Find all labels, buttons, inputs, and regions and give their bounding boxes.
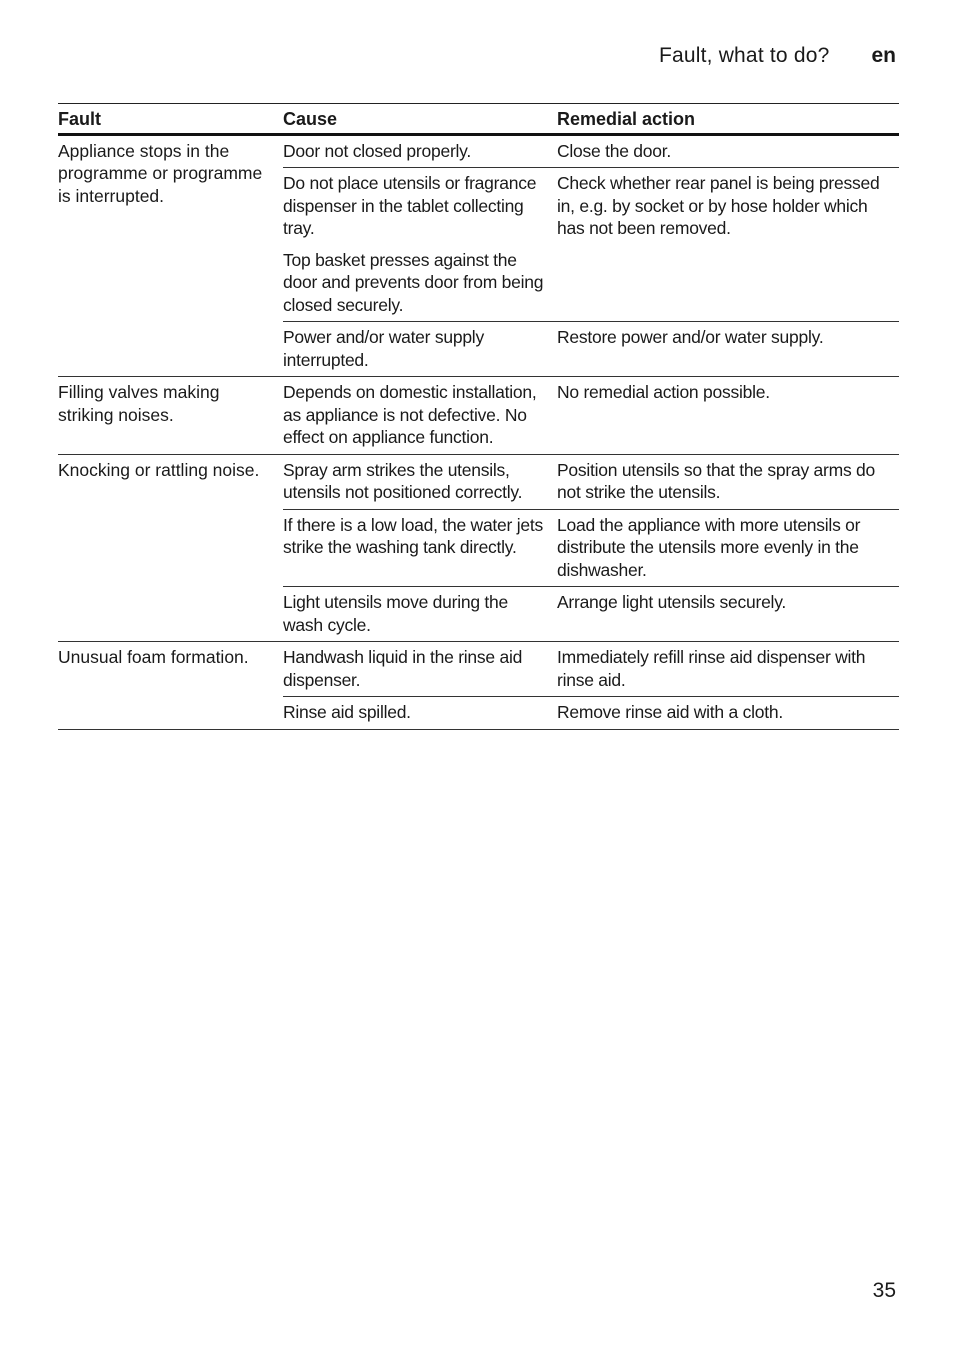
cause-cell (283, 168, 557, 245)
action-cell (557, 377, 899, 455)
action-text: Restore power and/or water supply. (557, 327, 824, 347)
action-cell (557, 587, 899, 642)
action-cell (557, 454, 899, 509)
cause-text: Door not closed properly. (283, 140, 471, 161)
cause-text: Power and/or water supply interrupted. (283, 327, 484, 370)
cause-text: Top basket presses against the door and prevents door from being closed securely. (283, 249, 544, 315)
action-text: Check whether rear panel is being pressed in, e.g. by socket or by hose holder which has not been removed. (557, 173, 880, 238)
cause-text: Light utensils move during the wash cycle. (283, 592, 508, 635)
cause-cell (283, 509, 557, 587)
action-text: Close the door. (557, 140, 671, 161)
fault-table (58, 103, 899, 730)
cause-cell (283, 245, 557, 322)
action-text: Load the appliance with more utensils or distribute the utensils more evenly in the dishwasher. (557, 514, 861, 580)
page-number: 35 (872, 1279, 896, 1302)
cause-text: Handwash liquid in the rinse aid dispenser. (283, 647, 523, 690)
action-cell (557, 168, 899, 322)
table-header-row (58, 104, 899, 135)
fault-cell (58, 134, 283, 377)
action-text: Immediately refill rinse aid dispenser with rinse aid. (557, 647, 866, 690)
cause-cell (283, 587, 557, 642)
cause-cell (283, 697, 557, 730)
cause-cell (283, 454, 557, 509)
cause-cell (283, 134, 557, 168)
fault-text: Filling valves making striking noises. (58, 382, 220, 425)
cause-cell (283, 377, 557, 455)
action-cell (557, 134, 899, 168)
fault-cell (58, 377, 283, 455)
column-header-remedial-action: Remedial action (557, 104, 899, 135)
table-row (58, 642, 899, 697)
column-header-cause: Cause (283, 104, 557, 135)
cause-cell (283, 322, 557, 377)
action-cell (557, 322, 899, 377)
cause-cell (283, 642, 557, 697)
cause-text: If there is a low load, the water jets strike the washing tank directly. (283, 514, 543, 557)
action-cell (557, 642, 899, 697)
fault-cell (58, 642, 283, 730)
cause-text: Spray arm strikes the utensils, utensils not positioned correctly. (283, 459, 523, 502)
action-text: Arrange light utensils securely. (557, 592, 787, 612)
action-text: Position utensils so that the spray arms do not strike the utensils. (557, 459, 876, 502)
action-text: No remedial action possible. (557, 382, 770, 402)
table-row (58, 454, 899, 509)
fault-text: Knocking or rattling noise. (58, 459, 260, 480)
fault-cell (58, 454, 283, 642)
column-header-fault: Fault (58, 104, 283, 135)
action-cell (557, 509, 899, 587)
fault-text: Unusual foam formation. (58, 647, 249, 667)
table-row (58, 377, 899, 455)
language-code: en (871, 44, 896, 67)
action-text: Remove rinse aid with a cloth. (557, 702, 783, 722)
cause-text: Rinse aid spilled. (283, 702, 411, 722)
page-header (659, 44, 896, 68)
cause-text: Depends on domestic installation, as appliance is not defective. No effect on appliance function. (283, 382, 537, 447)
section-title: Fault, what to do? (658, 44, 830, 67)
table-row (58, 134, 899, 168)
fault-text: Appliance stops in the programme or programme is interrupted. (58, 140, 263, 206)
action-cell (557, 697, 899, 730)
cause-text: Do not place utensils or fragrance dispenser in the tablet collecting tray. (283, 173, 537, 238)
